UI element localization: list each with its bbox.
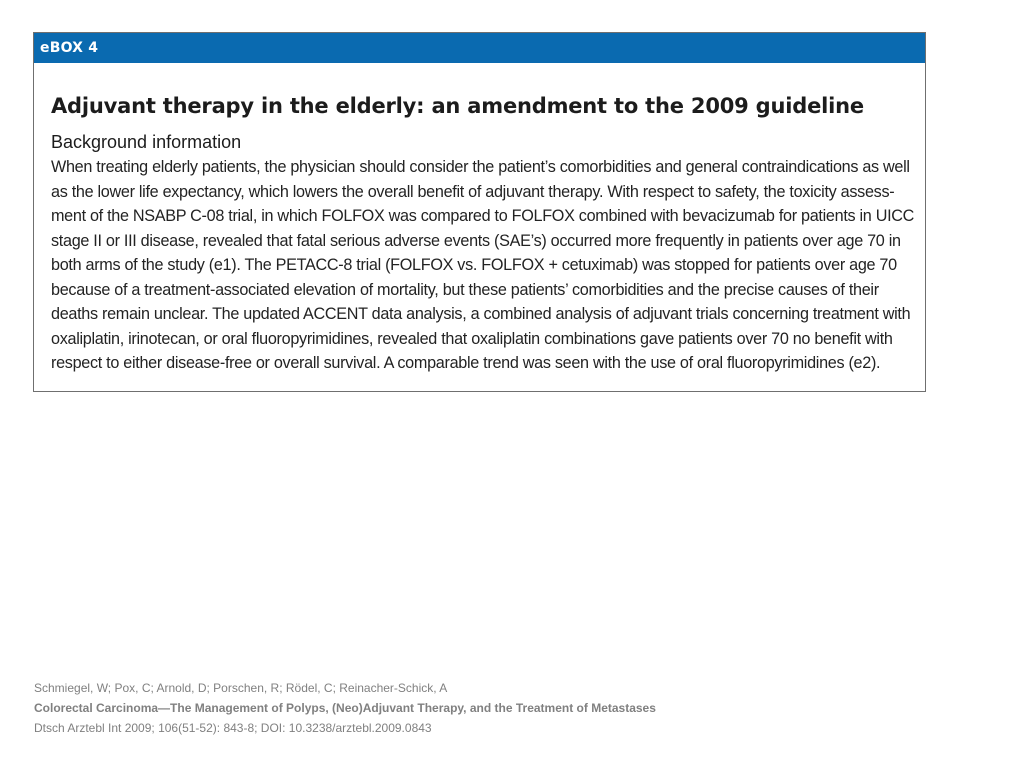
body-line: ment of the NSABP C-08 trial, in which FOLFOX was compared to FOLFOX combined with bevacizumab for patients in UICC (51, 207, 915, 225)
body-line: respect to either disease-free or overall survival. A comparable trend was seen with the use of oral fluoropyrimidines (e2). (51, 354, 881, 372)
body-line: because of a treatment-associated elevation of mortality, but these patients’ comorbidities and the precise causes of their (51, 280, 879, 299)
citation-title: Colorectal Carcinoma—The Management of Polyps, (Neo)Adjuvant Therapy, and the Treatment of Metastases (34, 701, 656, 715)
ebox-title: Adjuvant therapy in the elderly: an amendment to the 2009 guideline (51, 94, 864, 118)
body-line: oxaliplatin, irinotecan, or oral fluoropyrimidines, revealed that oxaliplatin combinations gave patients over 70 no benefit with (51, 329, 893, 348)
body-line: as the lower life expectancy, which lowers the overall benefit of adjuvant therapy. With respect to safety, the toxicity assess- (51, 182, 895, 201)
citation-block (34, 678, 656, 738)
ebox-panel (33, 32, 926, 392)
body-line: deaths remain unclear. The updated ACCENT data analysis, a combined analysis of adjuvant trials concerning treatment with (51, 305, 911, 323)
ebox-subheading: Background information (51, 132, 242, 152)
ebox-label: eBOX 4 (40, 40, 99, 56)
body-line: both arms of the study (e1). The PETACC-8 trial (FOLFOX vs. FOLFOX + cetuximab) was stopped for patients over age 70 (51, 256, 897, 274)
citation-reference: Dtsch Arztebl Int 2009; 106(51-52): 843-8; DOI: 10.3238/arztebl.2009.0843 (34, 721, 432, 735)
ebox-body-text (51, 155, 919, 376)
ebox-header-bar (34, 33, 925, 63)
citation-authors: Schmiegel, W; Pox, C; Arnold, D; Porschen, R; Rödel, C; Reinacher-Schick, A (34, 681, 448, 695)
body-line: stage II or III disease, revealed that fatal serious adverse events (SAE’s) occurred more frequently in patients over age 70 in (51, 231, 901, 250)
body-line: When treating elderly patients, the physician should consider the patient’s comorbidities and general contraindications as well (51, 158, 910, 176)
